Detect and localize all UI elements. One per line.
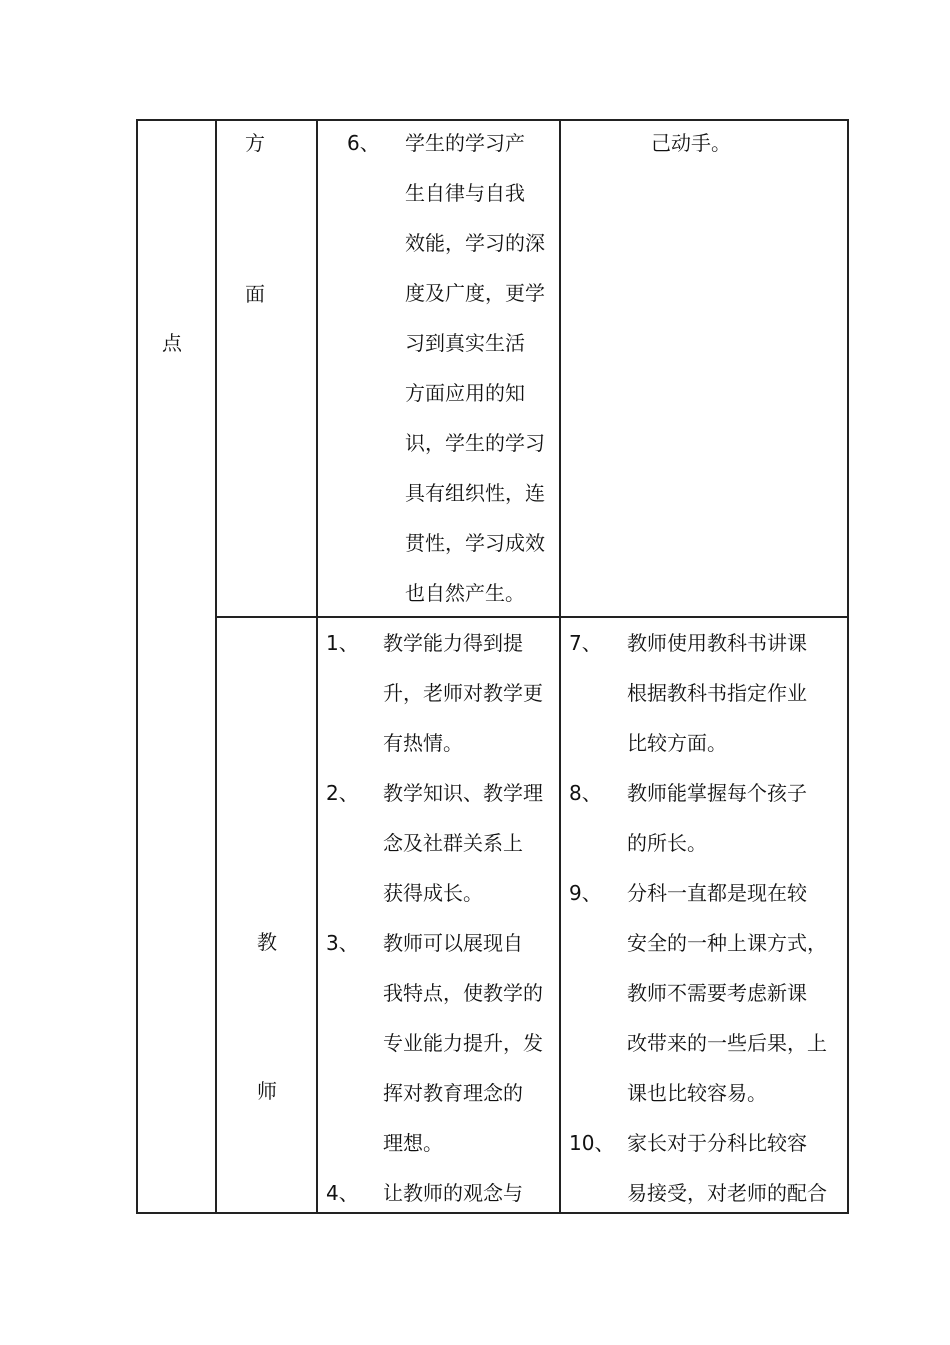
text-line: 教学知识、教学理	[383, 781, 543, 805]
text-line: 教学能力得到提	[383, 631, 523, 655]
text-line: 根据教科书指定作业	[627, 681, 807, 705]
table-top-border	[136, 119, 849, 121]
text-line: 分科一直都是现在较	[627, 881, 807, 905]
table-left-border	[136, 119, 138, 1213]
text-line: 挥对教育理念的	[383, 1081, 523, 1105]
text-line: 让教师的观念与	[383, 1181, 523, 1205]
text-line: 教师可以展现自	[383, 931, 523, 955]
item-number: 10、	[569, 1131, 615, 1155]
text-line: 念及社群关系上	[383, 831, 523, 855]
text-line: 升，老师对教学更	[383, 681, 543, 705]
text-line: 贯性，学习成效	[405, 531, 545, 555]
category-label: 点	[162, 331, 182, 355]
aspect-char-1: 方	[245, 131, 265, 155]
item-number: 9、	[569, 881, 602, 905]
text-line: 的所长。	[627, 831, 707, 855]
item-number: 4、	[326, 1181, 359, 1205]
text-line: 学生的学习产	[405, 131, 525, 155]
item-number: 3、	[326, 931, 359, 955]
item-number: 6、	[347, 131, 380, 155]
text-line: 识，学生的学习	[405, 431, 545, 455]
col-divider-3	[559, 119, 561, 1213]
text-line: 习到真实生活	[405, 331, 525, 355]
text-line: 比较方面。	[627, 731, 727, 755]
item-number: 1、	[326, 631, 359, 655]
text-line: 课也比较容易。	[627, 1081, 767, 1105]
text-line: 家长对于分科比较容	[627, 1131, 807, 1155]
col-divider-1	[215, 119, 217, 1213]
aspect-char-2: 面	[245, 282, 265, 306]
text-line: 教师不需要考虑新课	[627, 981, 807, 1005]
text-line: 理想。	[383, 1131, 443, 1155]
text-line: 专业能力提升，发	[383, 1031, 543, 1055]
aspect-char-4: 师	[257, 1079, 277, 1103]
text-line: 教师使用教科书讲课	[627, 631, 807, 655]
text-line: 具有组织性，连	[405, 481, 545, 505]
col-divider-2	[316, 119, 318, 1213]
text-line: 易接受，对老师的配合	[627, 1181, 827, 1205]
item-number: 2、	[326, 781, 359, 805]
table-right-border	[847, 119, 849, 1213]
aspect-char-3: 教	[257, 930, 277, 954]
text-line: 安全的一种上课方式，	[627, 931, 827, 955]
text-line: 我特点，使教学的	[383, 981, 543, 1005]
text-line: 改带来的一些后果，上	[627, 1031, 827, 1055]
row-divider	[215, 616, 849, 618]
table-bottom-border	[136, 1212, 849, 1214]
text-line: 有热情。	[383, 731, 463, 755]
text-line: 效能，学习的深	[405, 231, 545, 255]
text-line: 教师能掌握每个孩子	[627, 781, 807, 805]
text-line: 也自然产生。	[405, 581, 525, 605]
text-line: 获得成长。	[383, 881, 483, 905]
text-line: 方面应用的知	[405, 381, 525, 405]
text-line: 度及广度，更学	[405, 281, 545, 305]
text-line: 生自律与自我	[405, 181, 525, 205]
right-cell-text: 己动手。	[651, 131, 731, 155]
item-number: 8、	[569, 781, 602, 805]
item-number: 7、	[569, 631, 602, 655]
